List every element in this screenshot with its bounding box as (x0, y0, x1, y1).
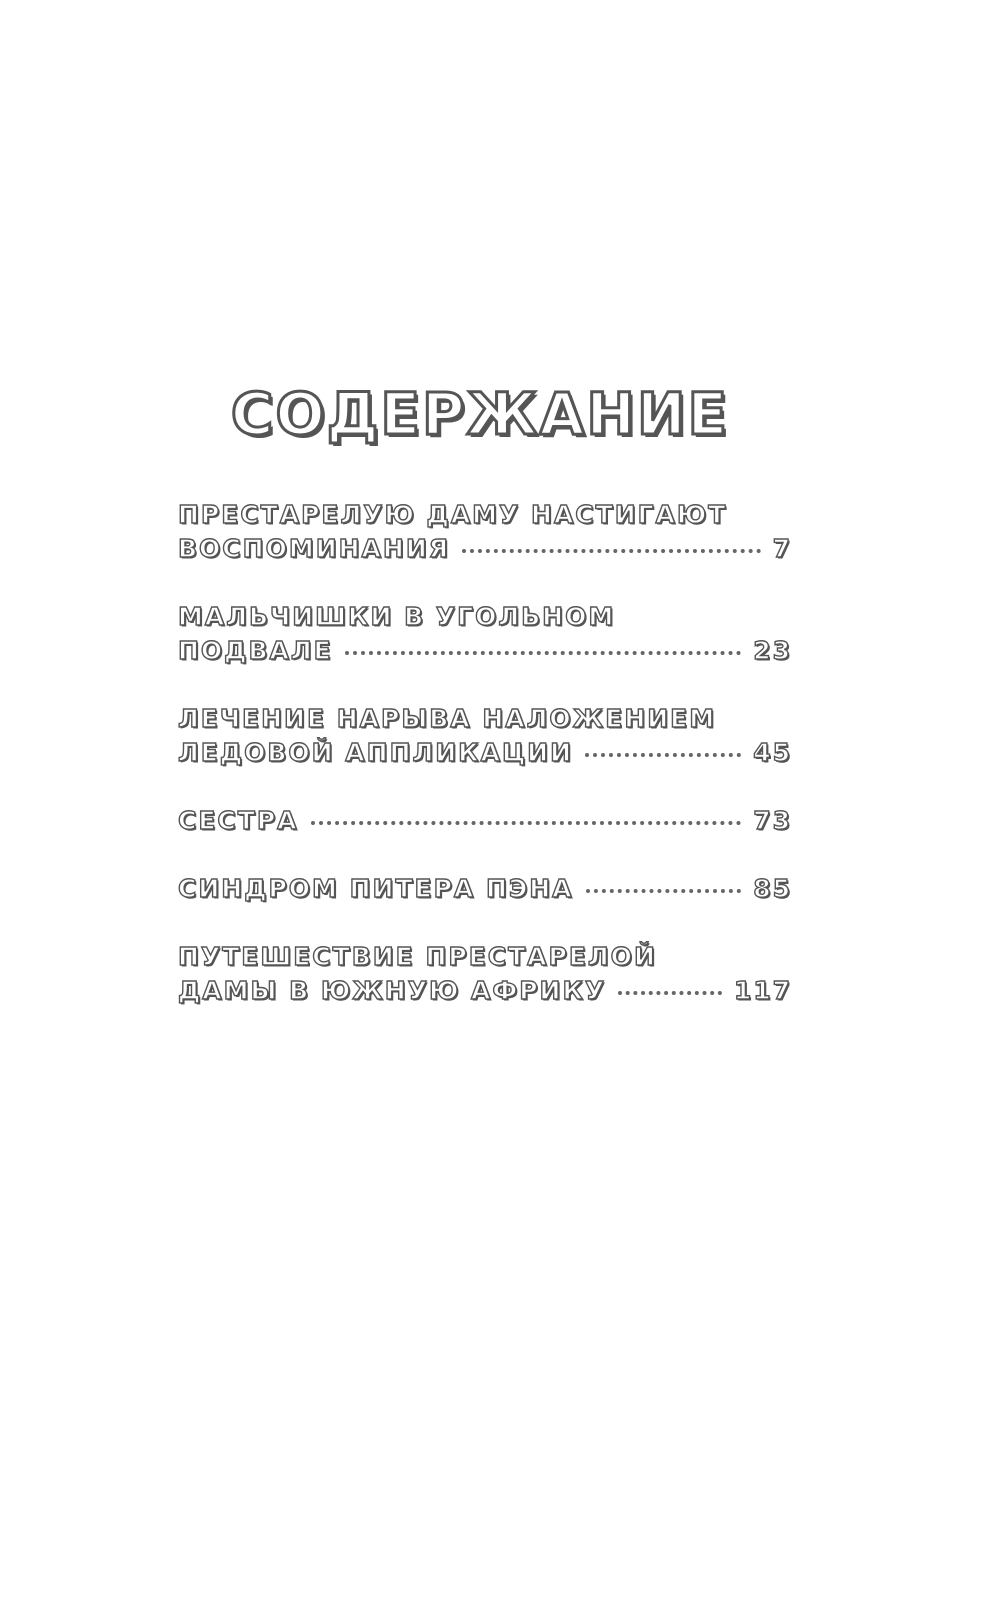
toc-entry-line (178, 636, 792, 670)
dot-leader (345, 651, 742, 655)
page-number: 7 (772, 534, 792, 563)
toc-entry-line (178, 942, 792, 976)
toc-entry (178, 942, 792, 1010)
toc-entry-line (178, 874, 792, 908)
dot-leader (586, 889, 742, 893)
toc-entry (178, 602, 792, 670)
chapter-title-line: ПУТЕШЕСТВИЕ ПРЕСТАРЕЛОЙ (178, 942, 657, 971)
dot-leader (585, 753, 741, 757)
toc-entry-line (178, 534, 792, 568)
table-of-contents (178, 500, 792, 1044)
chapter-title-line: СИНДРОМ ПИТЕРА ПЭНА (178, 874, 574, 903)
chapter-title-line: ЛЕДОВОЙ АППЛИКАЦИИ (178, 738, 573, 767)
chapter-title-line: ДАМЫ В ЮЖНУЮ АФРИКУ (178, 976, 607, 1005)
toc-entry-line (178, 602, 792, 636)
chapter-title-line: ПОДВАЛЕ (178, 636, 333, 665)
page-number: 45 (753, 738, 792, 767)
page-number: 23 (753, 636, 792, 665)
dot-leader (618, 991, 722, 995)
toc-entry-line (178, 976, 792, 1010)
toc-entry-line (178, 500, 792, 534)
chapter-title-line: ВОСПОМИНАНИЯ (178, 534, 450, 563)
chapter-title-line: ЛЕЧЕНИЕ НАРЫВА НАЛОЖЕНИЕМ (178, 704, 717, 733)
chapter-title-line: СЕСТРА (178, 806, 299, 835)
page-number: 85 (753, 874, 792, 903)
toc-entry (178, 806, 792, 840)
chapter-title-line: ПРЕСТАРЕЛУЮ ДАМУ НАСТИГАЮТ (178, 500, 728, 529)
toc-entry (178, 874, 792, 908)
toc-entry-line (178, 806, 792, 840)
toc-entry (178, 704, 792, 772)
chapter-title-line: МАЛЬЧИШКИ В УГОЛЬНОМ (178, 602, 616, 631)
toc-entry-line (178, 704, 792, 738)
toc-entry-line (178, 738, 792, 772)
page-number: 117 (733, 976, 792, 1005)
dot-leader (311, 821, 742, 825)
toc-entry (178, 500, 792, 568)
page-title: СОДЕРЖАНИЕ (230, 380, 730, 448)
dot-leader (462, 549, 761, 553)
page-number: 73 (753, 806, 792, 835)
